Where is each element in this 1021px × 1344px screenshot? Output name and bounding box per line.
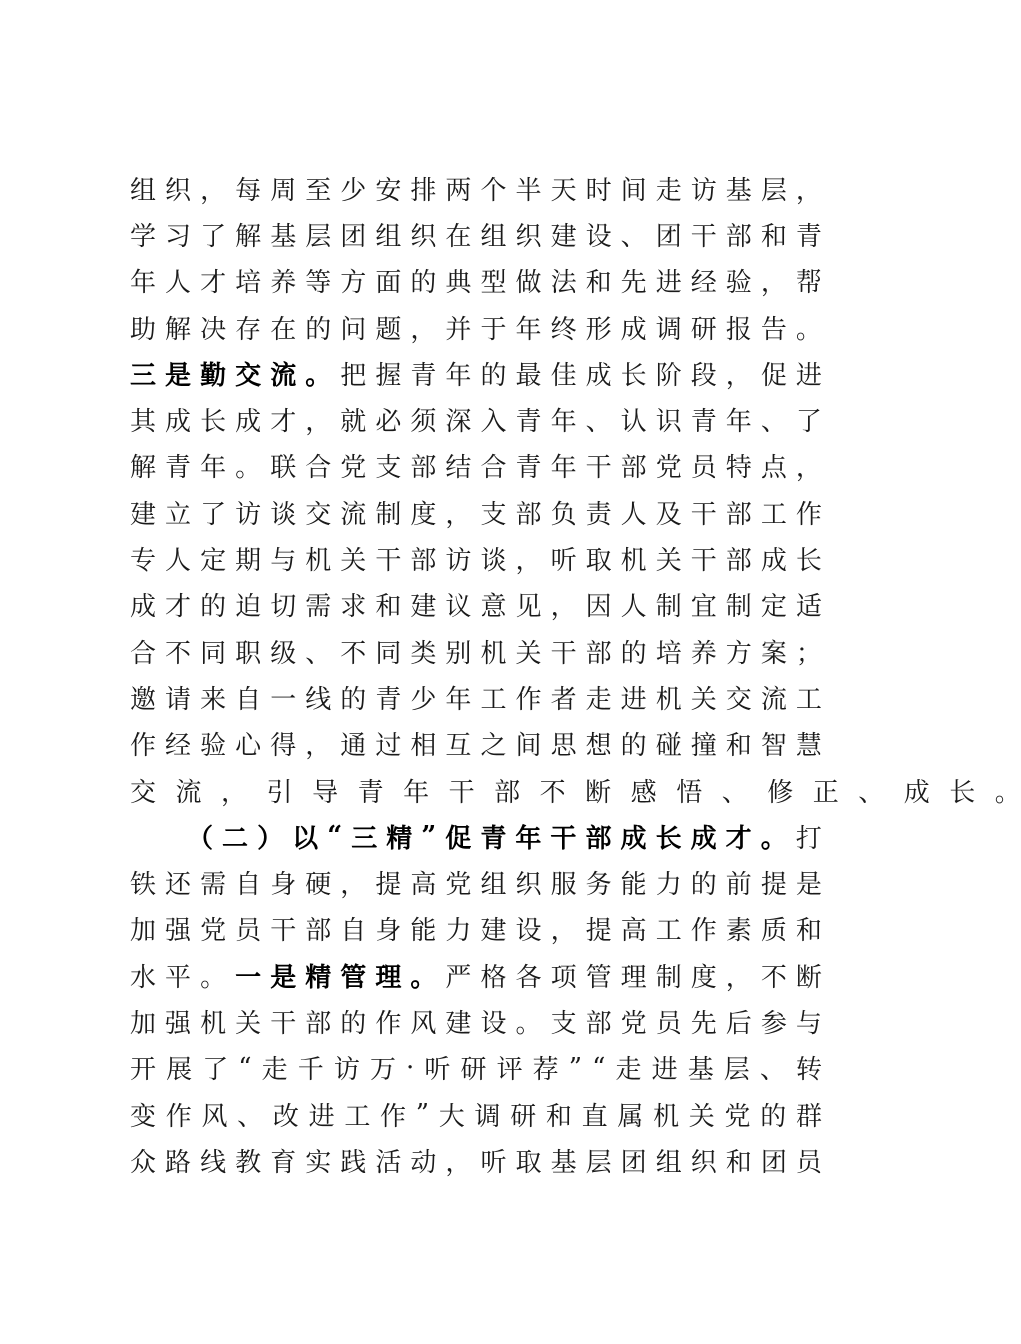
- text-line: 三 是 勤 交 流 。 把 握 青 年 的 最 佳 成 长 阶 段 ， 促 进: [130, 360, 822, 391]
- text-line: 其 成 长 成 才 ， 就 必 须 深 入 青 年 、 认 识 青 年 、 了: [130, 407, 822, 438]
- text-line: 水 平 。 一 是 精 管 理 。 严 格 各 项 管 理 制 度 ， 不 断: [130, 962, 822, 993]
- text-line: 学 习 了 解 基 层 团 组 织 在 组 织 建 设 、 团 干 部 和 青: [130, 221, 822, 252]
- text-line: 合 不 同 职 级 、 不 同 类 别 机 关 干 部 的 培 养 方 案 ；: [130, 638, 822, 669]
- text-line: 交 流 ， 引 导 青 年 干 部 不 断 感 悟 、 修 正 、 成 长 。: [130, 777, 1021, 808]
- text-line: 加 强 党 员 干 部 自 身 能 力 建 设 ， 提 高 工 作 素 质 和: [130, 916, 822, 947]
- text-line: 众 路 线 教 育 实 践 活 动 ， 听 取 基 层 团 组 织 和 团 员: [130, 1147, 822, 1178]
- body-text: [130, 165, 1021, 1184]
- text-line: 加 强 机 关 干 部 的 作 风 建 设 。 支 部 党 员 先 后 参 与: [130, 1008, 822, 1039]
- text-line: 组 织 ， 每 周 至 少 安 排 两 个 半 天 时 间 走 访 基 层 ，: [130, 175, 822, 206]
- text-line: 铁 还 需 自 身 硬 ， 提 高 党 组 织 服 务 能 力 的 前 提 是: [130, 870, 822, 901]
- text-line: 邀 请 来 自 一 线 的 青 少 年 工 作 者 走 进 机 关 交 流 工: [130, 684, 822, 715]
- text-line: 成 才 的 迫 切 需 求 和 建 议 意 见 ， 因 人 制 宜 制 定 适: [130, 592, 822, 623]
- text-line: 解 青 年 。 联 合 党 支 部 结 合 青 年 干 部 党 员 特 点 ，: [130, 453, 822, 484]
- text-line: 专 人 定 期 与 机 关 干 部 访 谈 ， 听 取 机 关 干 部 成 长: [130, 546, 822, 577]
- text-line: 年 人 才 培 养 等 方 面 的 典 型 做 法 和 先 进 经 验 ， 帮: [130, 268, 822, 299]
- text-line: 助 解 决 存 在 的 问 题 ， 并 于 年 终 形 成 调 研 报 告 。: [130, 314, 822, 345]
- text-line: 建 立 了 访 谈 交 流 制 度 ， 支 部 负 责 人 及 干 部 工 作: [130, 499, 822, 530]
- text-line: 变 作 风 、 改 进 工 作 ” 大 调 研 和 直 属 机 关 党 的 群: [130, 1099, 822, 1132]
- text-line: （ 二 ） 以 “ 三 精 ” 促 青 年 干 部 成 长 成 才 。 打: [187, 821, 822, 854]
- text-line: 开 展 了 “ 走 千 访 万 · 听 研 评 荐 ” “ 走 进 基 层 、 转: [130, 1052, 822, 1086]
- text-line: 作 经 验 心 得 ， 通 过 相 互 之 间 思 想 的 碰 撞 和 智 慧: [130, 731, 822, 762]
